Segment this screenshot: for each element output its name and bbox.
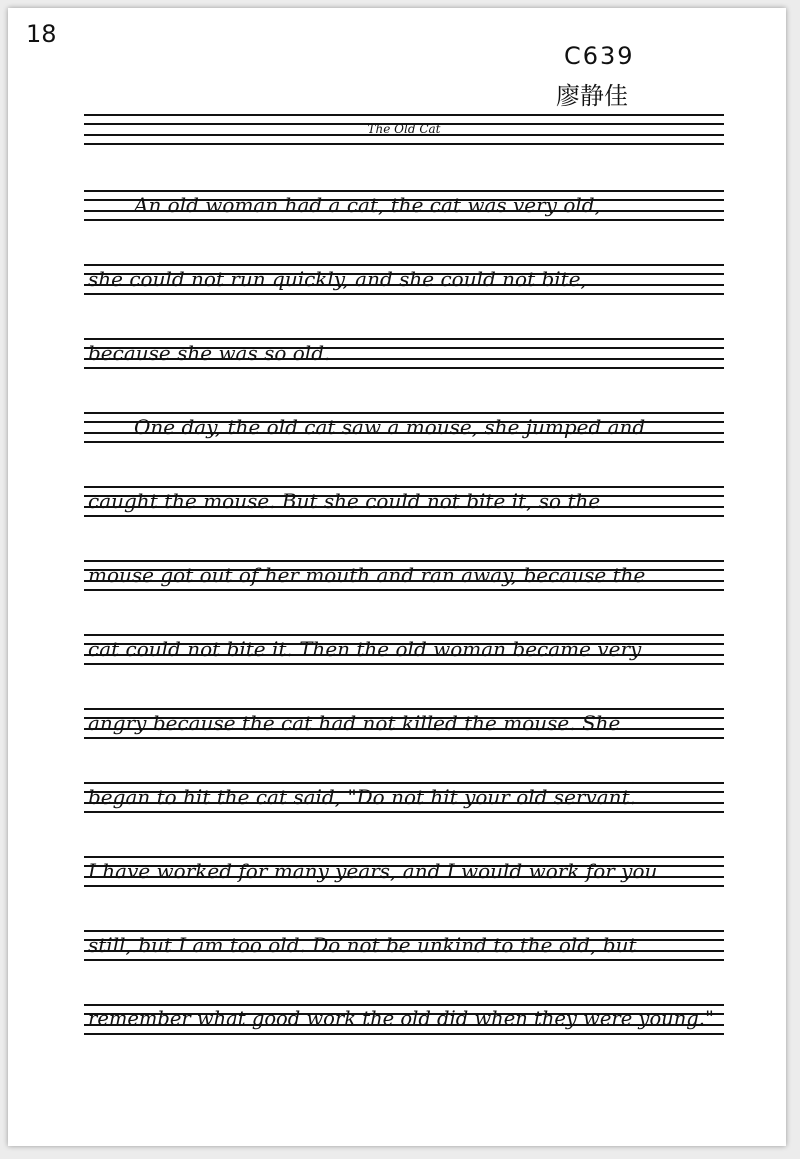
writing-line	[84, 930, 724, 960]
page-number: 18	[26, 20, 57, 48]
handwritten-text-line: I have worked for many years, and I would work for you	[88, 859, 658, 883]
handwritten-text-line: One day, the old cat saw a mouse, she jumped and	[134, 415, 646, 439]
student-name: 廖静佳	[556, 82, 628, 110]
writing-line	[84, 856, 724, 886]
handwritten-text-line: she could not run quickly, and she could not bite,	[88, 267, 587, 291]
writing-line	[84, 1004, 724, 1034]
writing-line	[84, 338, 724, 368]
title-line	[84, 114, 724, 144]
writing-line	[84, 412, 724, 442]
writing-line	[84, 190, 724, 220]
student-id: C639	[564, 42, 635, 70]
handwritten-text-line: cat could not bite it. Then the old woman became very	[88, 637, 642, 661]
handwritten-text-line: because she was so old.	[88, 341, 331, 365]
handwritten-text-line: remember what good work the old did when they were young."	[88, 1007, 714, 1030]
story-title: The Old Cat	[367, 122, 441, 136]
handwritten-text-line: began to hit the cat said, "Do not hit your old servant.	[88, 785, 636, 809]
handwritten-text-line: An old woman had a cat, the cat was very old,	[134, 193, 601, 217]
handwritten-text-line: caught the mouse. But she could not bite it, so the	[88, 489, 601, 513]
paper-sheet	[8, 8, 786, 1146]
handwritten-text-line: angry because the cat had not killed the mouse. She	[88, 711, 621, 735]
writing-line	[84, 560, 724, 590]
writing-line	[84, 264, 724, 294]
writing-line	[84, 782, 724, 812]
writing-line	[84, 708, 724, 738]
handwritten-text-line: mouse got out of her mouth and ran away, because the	[88, 563, 646, 587]
writing-line	[84, 486, 724, 516]
writing-line	[84, 634, 724, 664]
handwritten-text-line: still, but I am too old. Do not be unkind to the old, but	[88, 933, 637, 957]
